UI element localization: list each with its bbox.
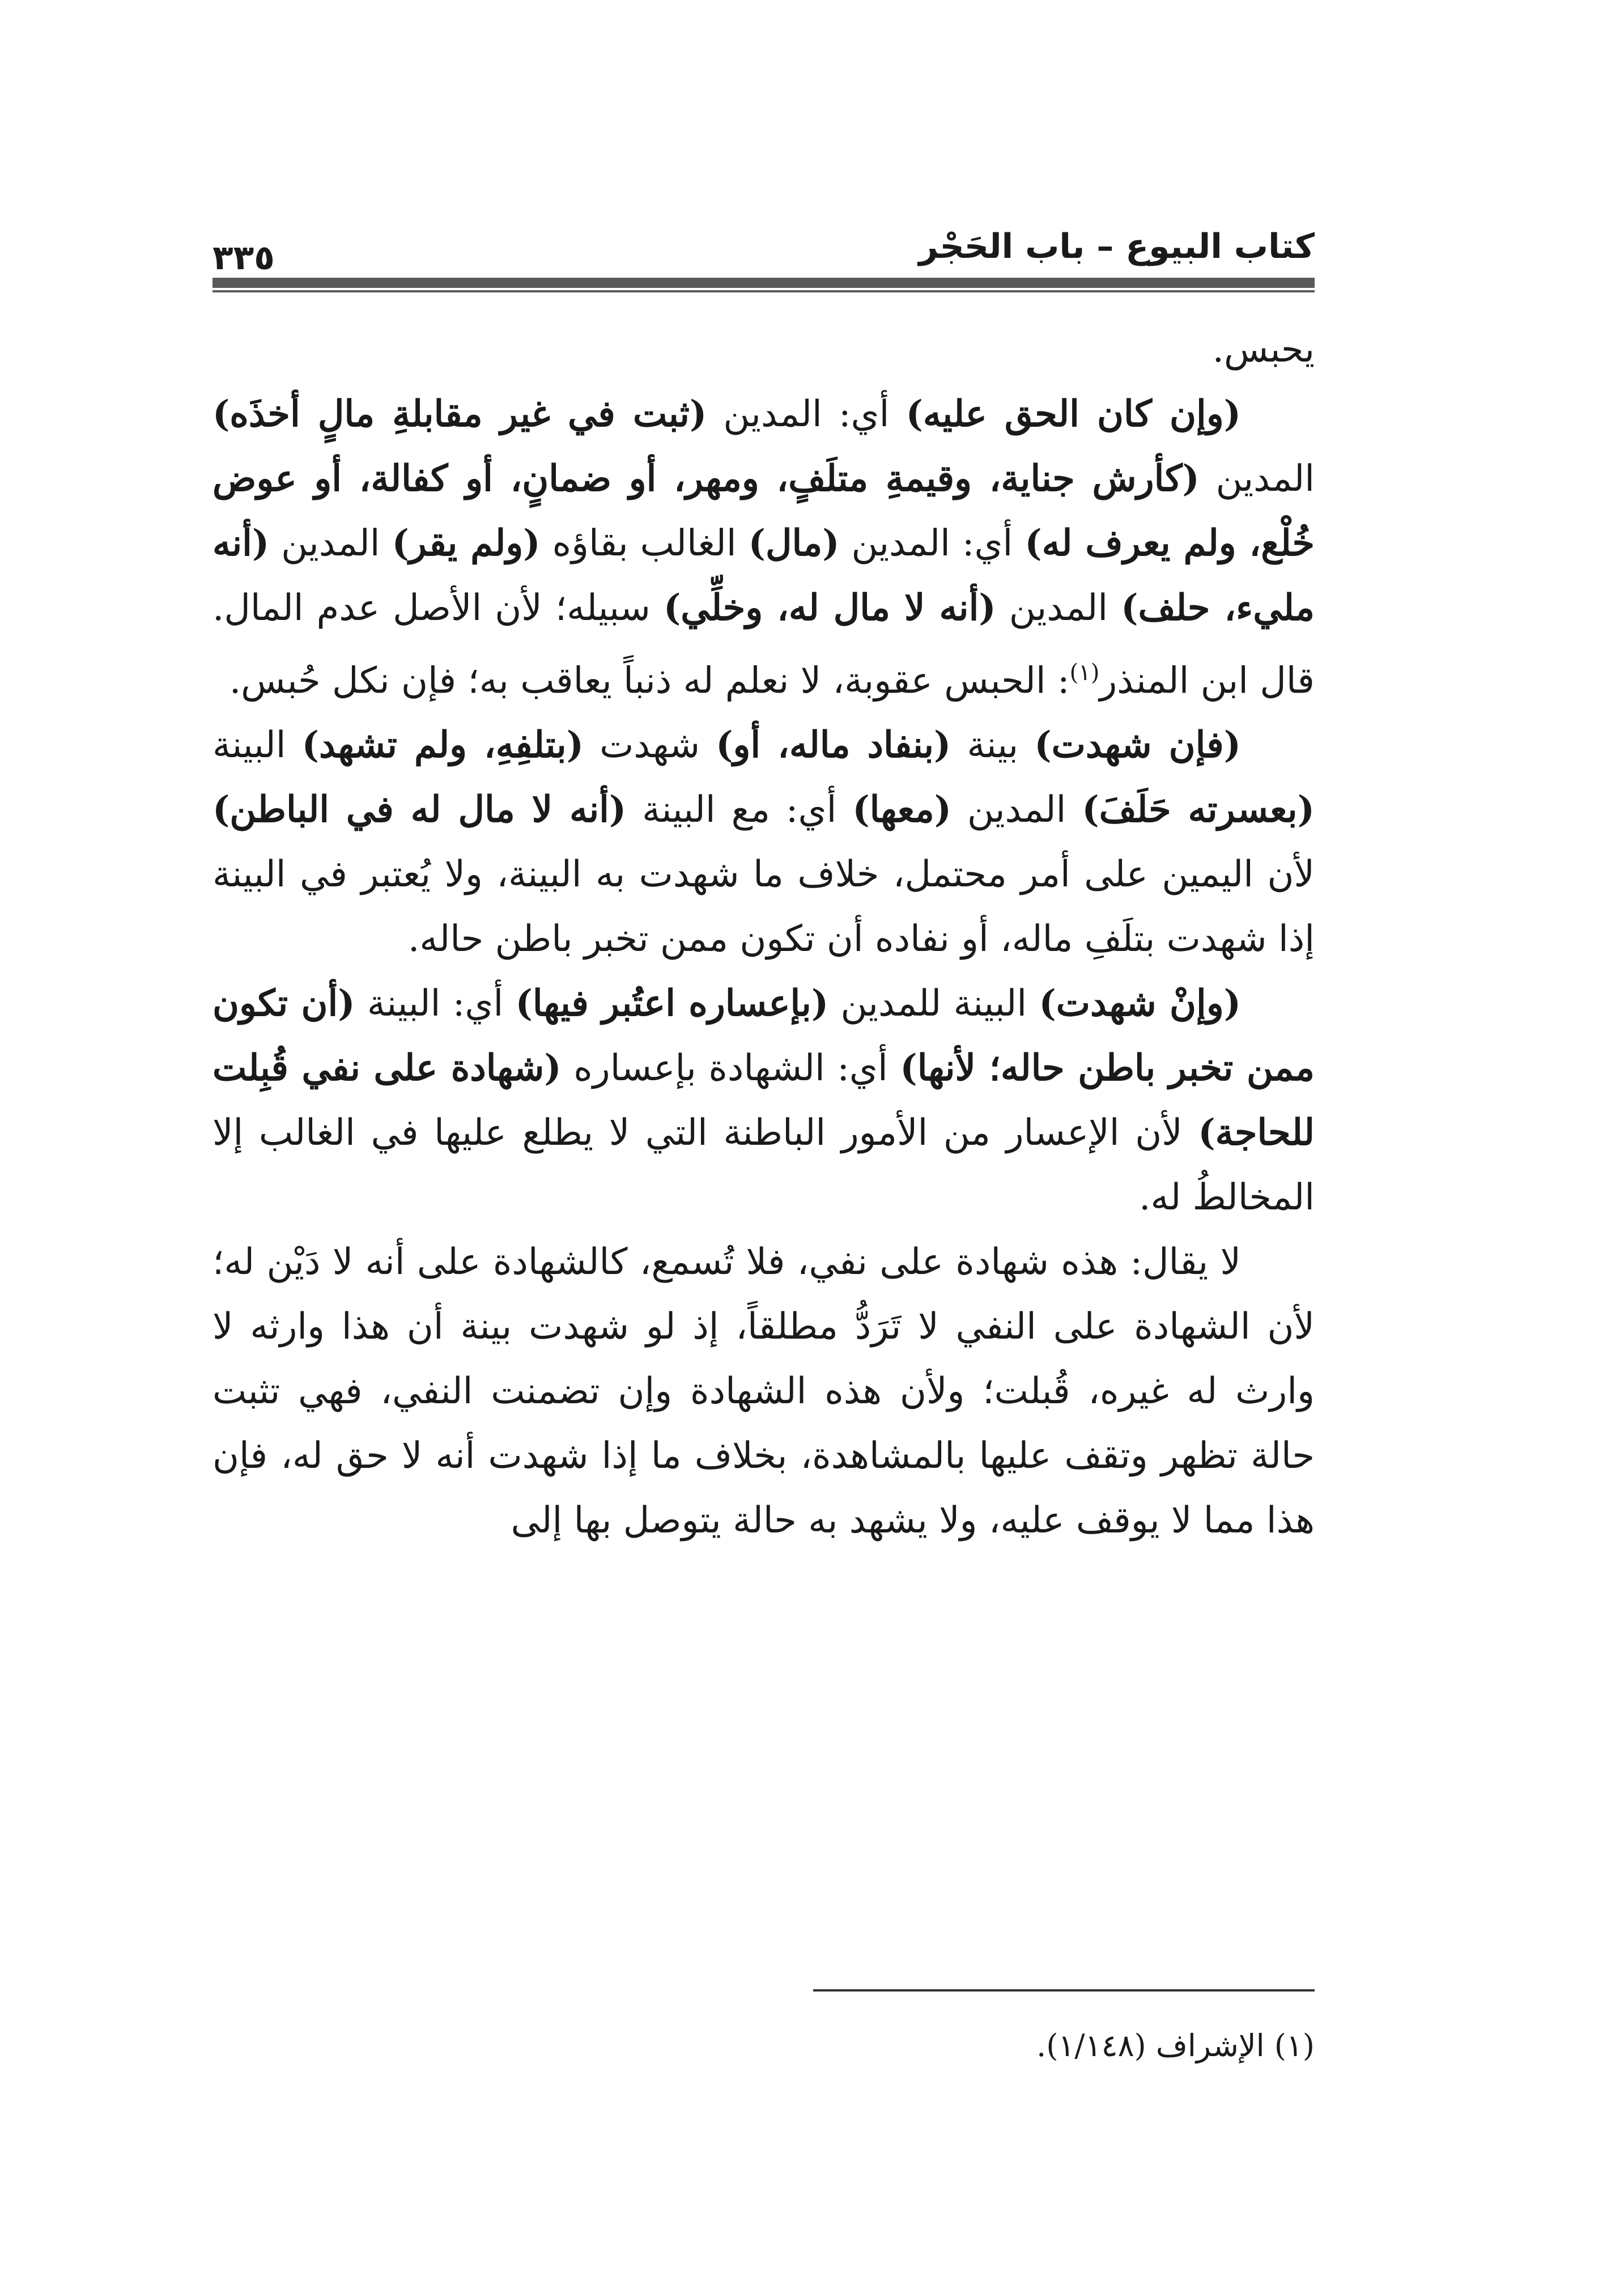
footnote-ref: (١) (1069, 660, 1100, 686)
text-run: بينة (951, 724, 1035, 767)
text-run: أي: المدين (707, 393, 906, 435)
text-run: : الحبس عقوبة، لا نعلم له ذنباً يعاقب به؛ فإن نكل حُبس. (229, 660, 1070, 702)
text-run: البينة (212, 724, 302, 767)
paragraph (212, 971, 1315, 1230)
paragraph (212, 317, 1315, 382)
paragraph (212, 382, 1315, 713)
body-text (212, 317, 1315, 1553)
text-run: (معها) (852, 788, 952, 831)
text-run: (بنفاد ماله، أو) (716, 724, 951, 767)
text-run: لأن اليمين على أمر محتمل، خلاف ما شهدت به البينة، ولا يُعتبر في البينة إذا شهدت بتلَفِ ماله، أو نفاده أن تكون ممن تخبر باطن حاله. (212, 853, 1315, 961)
text-run: المدين (996, 587, 1121, 629)
text-run: لا يقال: هذه شهادة على نفي، فلا تُسمع، كالشهادة على أنه لا دَيْن له؛ لأن الشهادة على النفي لا تَرَدُّ مطلقاً، إذ لو شهدت بينة أن هذا وارثه لا وارث له غيره، قُبلت؛ ولأن هذه الشهادة وإن تضمنت النفي، فهي تثبت حالة تظهر وتقف عليها بالمشاهدة، بخلاف ما إذا شهدت أنه لا حق له، فإن هذا مما لا يوقف عليه، ولا يشهد به حالة يتوصل بها إلى (212, 1241, 1315, 1542)
running-title: كتاب البيوع – باب الحَجْر (919, 227, 1315, 266)
text-run: (أنه مليء، حلف) (212, 522, 1315, 629)
text-run: (بإعساره اعتُبر فيها) (515, 982, 829, 1025)
text-run: (مال) (748, 522, 840, 564)
text-run: البينة للمدين (828, 983, 1039, 1025)
text-run: المدين (269, 523, 392, 564)
text-run: أي: الشهادة بإعساره (561, 1047, 900, 1090)
text-run: (بعسرته حَلَفَ) (1082, 788, 1315, 831)
footnote: (١) الإشراف (١/١٤٨). (1036, 2028, 1315, 2063)
text-run: الغالب بقاؤه (540, 523, 749, 564)
text-run: (ثبت في غير مقابلةِ مالٍ أخذَه) (212, 393, 707, 435)
text-run: لأن الإعسار من الأمور الباطنة التي لا يطلع عليها في الغالب إلا المخالطُ له. (212, 1112, 1315, 1219)
footnote-separator (813, 1989, 1315, 1991)
text-run: (أن تكون ممن تخبر باطن حاله؛ لأنها) (212, 982, 1315, 1090)
text-run: (وإن كان الحق عليه) (905, 393, 1242, 435)
paragraph (212, 713, 1315, 971)
text-run: شهدت (584, 724, 716, 767)
text-run: (شهادة على نفي قُبِلت للحاجة) (212, 1047, 1315, 1154)
page-header (212, 227, 1315, 278)
text-run: أي: البينة (355, 983, 516, 1025)
text-run: المدين (951, 789, 1082, 831)
text-run: (بتلفِهِ، ولم تشهد) (301, 724, 584, 767)
page-number: ٣٣٥ (212, 238, 275, 278)
header-rule-thin (212, 290, 1315, 292)
text-run: يحبس. (1212, 329, 1315, 371)
header-rule-thick (212, 278, 1315, 288)
text-run: المدين (1199, 458, 1315, 500)
text-run: (ولم يقر) (392, 522, 541, 564)
text-run: (فإن شهدت) (1034, 724, 1242, 767)
text-run: أي: المدين (839, 523, 1025, 564)
text-run: (كأرش جناية، وقيمةِ متلَفٍ، ومهر، أو ضمانٍ، أو كفالة، أو عوض خُلْع، ولم يعرف له) (212, 457, 1315, 564)
paragraph (212, 1230, 1315, 1553)
text-run: أي: مع البينة (626, 789, 853, 831)
text-run: (أنه لا مال له، وخلِّي) (663, 587, 996, 629)
text-run: (أنه لا مال له في الباطن) (212, 788, 627, 831)
text-run: (وإنْ شهدت) (1039, 982, 1242, 1025)
text-run: سبيله؛ لأن الأصل عدم المال. قال ابن المنذر (212, 587, 1315, 702)
